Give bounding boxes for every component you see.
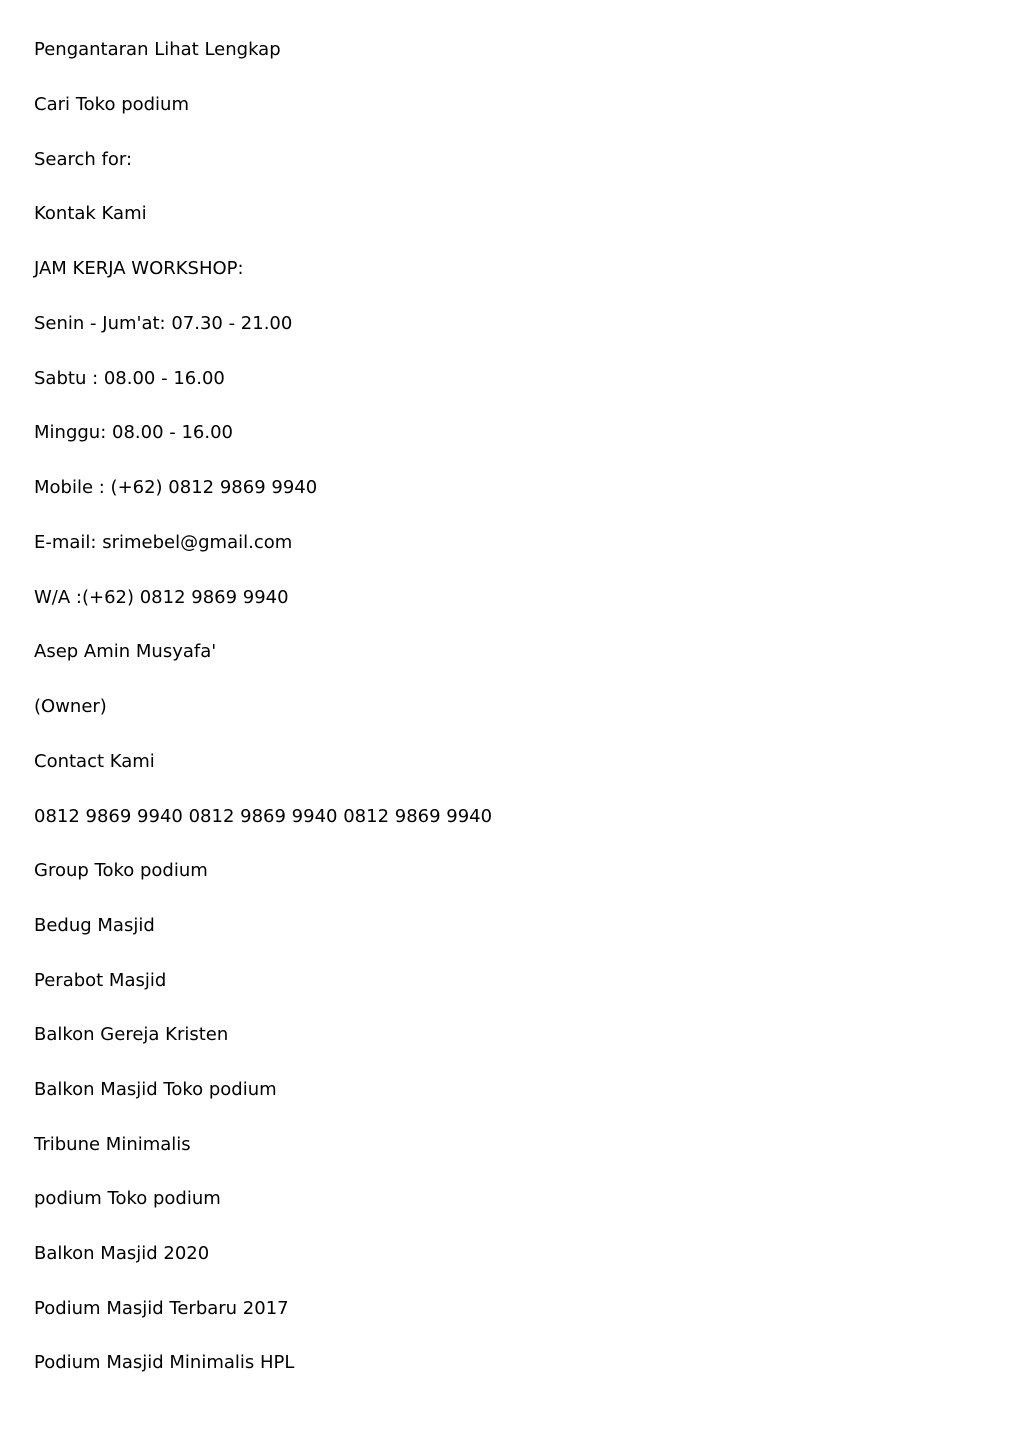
hours-heading: JAM KERJA WORKSHOP: (34, 258, 244, 279)
search-heading: Cari Toko podium (34, 94, 189, 115)
mobile-number: Mobile : (+62) 0812 9869 9940 (34, 477, 318, 498)
group-item-bedug-masjid[interactable]: Bedug Masjid (34, 915, 155, 936)
contact-kami-heading: Contact Kami (34, 751, 155, 772)
owner-name: Asep Amin Musyafa' (34, 641, 217, 662)
contact-heading: Kontak Kami (34, 203, 147, 224)
phone-link-2[interactable]: 0812 9869 9940 (188, 806, 338, 827)
group-item-podium-terbaru-2017[interactable]: Podium Masjid Terbaru 2017 (34, 1298, 289, 1319)
whatsapp-number: W/A :(+62) 0812 9869 9940 (34, 587, 289, 608)
saturday-hours: Sabtu : 08.00 - 16.00 (34, 368, 225, 389)
group-item-perabot-masjid[interactable]: Perabot Masjid (34, 970, 167, 991)
sunday-hours: Minggu: 08.00 - 16.00 (34, 422, 233, 443)
phone-link-1[interactable]: 0812 9869 9940 (34, 806, 183, 827)
weekday-hours: Senin - Jum'at: 07.30 - 21.00 (34, 313, 293, 334)
phone-links (34, 806, 492, 828)
group-item-podium-minimalis-hpl[interactable]: Podium Masjid Minimalis HPL (34, 1352, 295, 1373)
email-address: E-mail: srimebel@gmail.com (34, 532, 293, 553)
group-item-balkon-masjid-2020[interactable]: Balkon Masjid 2020 (34, 1243, 210, 1264)
pengantaran-link[interactable]: Pengantaran Lihat Lengkap (34, 39, 281, 60)
group-item-podium[interactable]: podium Toko podium (34, 1188, 221, 1209)
owner-role: (Owner) (34, 696, 107, 717)
group-item-balkon-gereja[interactable]: Balkon Gereja Kristen (34, 1024, 229, 1045)
search-label: Search for: (34, 149, 133, 170)
phone-link-3[interactable]: 0812 9869 9940 (343, 806, 493, 827)
group-item-balkon-masjid[interactable]: Balkon Masjid Toko podium (34, 1079, 277, 1100)
group-heading: Group Toko podium (34, 860, 208, 881)
group-item-tribune-minimalis[interactable]: Tribune Minimalis (34, 1134, 191, 1155)
